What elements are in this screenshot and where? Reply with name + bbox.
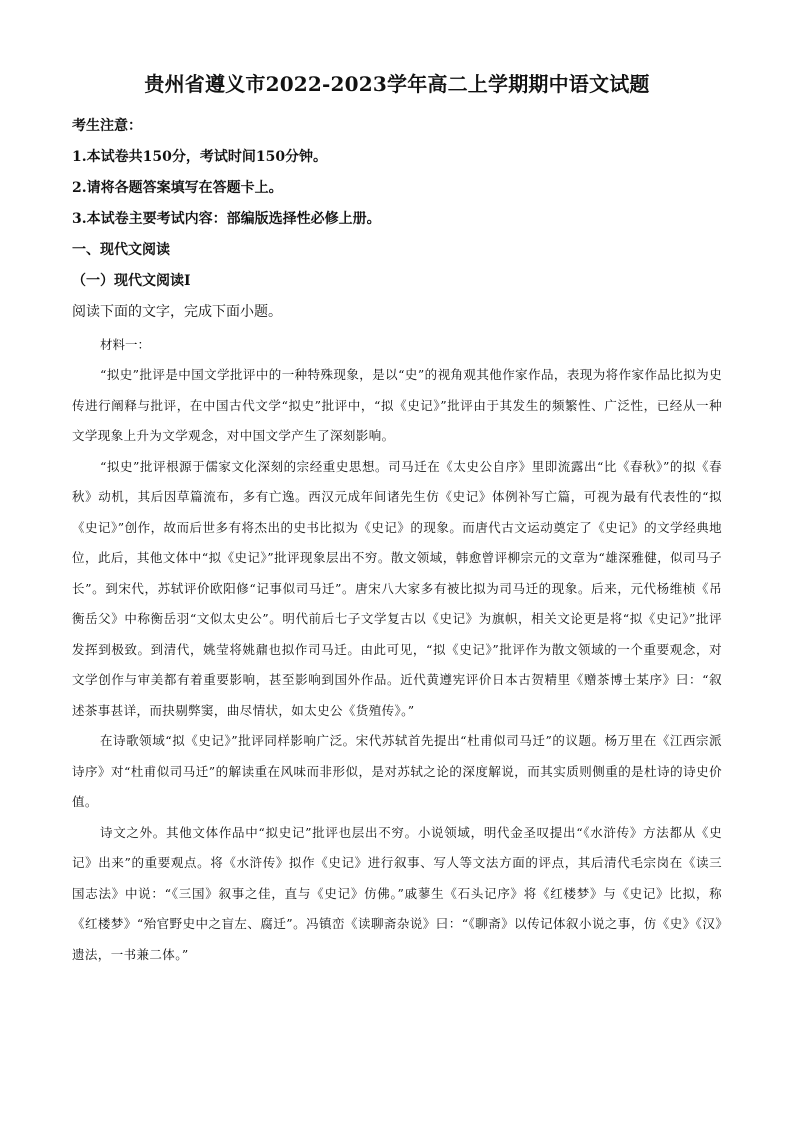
notice-item-3: 3.本试卷主要考试内容：部编版选择性必修上册。	[72, 211, 381, 227]
paragraph-3: 在诗歌领域“拟《史记》”批评同样影响广泛。宋代苏轼首先提出“杜甫似司马迁”的议题。杨万里在《江西宗派诗序》对“杜甫似司马迁”的解读重在风味而非形似，是对苏轼之论的深度解说，而其实质则侧重的是杜诗的诗史价值。	[72, 733, 722, 809]
notice-item-1: 1.本试卷共150分，考试时间150分钟。	[72, 149, 328, 165]
section-heading: 一、现代文阅读	[72, 242, 170, 258]
notice-block	[72, 111, 722, 235]
notice-item-2: 2.请将各题答案填写在答题卡上。	[72, 180, 283, 196]
page-title: 贵州省遵义市2022-2023学年高二上学期期中语文试题	[144, 72, 650, 96]
paragraph-2: “拟史”批评根源于儒家文化深刻的宗经重史思想。司马迁在《太史公自序》里即流露出“比《春秋》”的拟《春秋》动机，其后因草篇流布，多有亡逸。西汉元成年间诸先生仿《史记》体例补写亡篇，可视为最有代表性的“拟《史记》”创作，故而后世多有将杰出的史书比拟为《史记》的现象。而唐代古文运动奠定了《史记》的文学经典地位，此后，其他文体中“拟《史记》”批评现象层出不穷。散文领域，韩愈曾评柳宗元的文章为“雄深雅健，似司马子长”。到宋代，苏轼评价欧阳修“记事似司马迁”。唐宋八大家多有被比拟为司马迁的现象。后来，元代杨维桢《吊衡岳父》中称衡岳羽“文似太史公”。明代前后七子文学复古以《史记》为旗帜，相关文论更是将“拟《史记》”批评发挥到极致。到清代，姚莹将姚鼐也拟作司马迁。由此可见，“拟《史记》”批评作为散文领域的一个重要观念，对文学创作与审美都有着重要影响，甚至影响到国外作品。近代黄遵宪评价日本古贺精里《赠茶博士某序》曰：“叙述茶事甚详，而抉剔弊窦，曲尽情状，如太史公《货殖传》。”	[72, 458, 722, 718]
material-text	[72, 360, 722, 970]
reading-instruction: 阅读下面的文字，完成下面小题。	[72, 304, 282, 320]
paragraph-4: 诗文之外。其他文体作品中“拟史记”批评也层出不穷。小说领域，明代金圣叹提出“《水浒传》方法都从《史记》出来”的重要观点。将《水浒传》拟作《史记》进行叙事、写人等文法方面的评点，其后清代毛宗岗在《读三国志法》中说：“《三国》叙事之佳，直与《史记》仿佛。”戚蓼生《石头记序》将《红楼梦》与《史记》比拟，称《红楼梦》“殆官野史中之盲左、腐迁”。冯镇峦《读聊斋杂说》曰：“《聊斋》以传记体叙小说之事，仿《史》《汉》遗法，一书兼二体。”	[72, 824, 722, 962]
subsection-heading: （一）现代文阅读Ⅰ	[72, 273, 191, 289]
paragraph-1: “拟史”批评是中国文学批评中的一种特殊现象，是以“史”的视角观其他作家作品，表现为将作家作品比拟为史传进行阐释与批评，在中国古代文学“拟史”批评中，“拟《史记》”批评由于其发生的频繁性、广泛性，已经从一种文学现象上升为文学观念，对中国文学产生了深刻影响。	[72, 367, 722, 443]
material-label: 材料一：	[100, 337, 151, 352]
notice-heading: 考生注意：	[72, 118, 142, 134]
